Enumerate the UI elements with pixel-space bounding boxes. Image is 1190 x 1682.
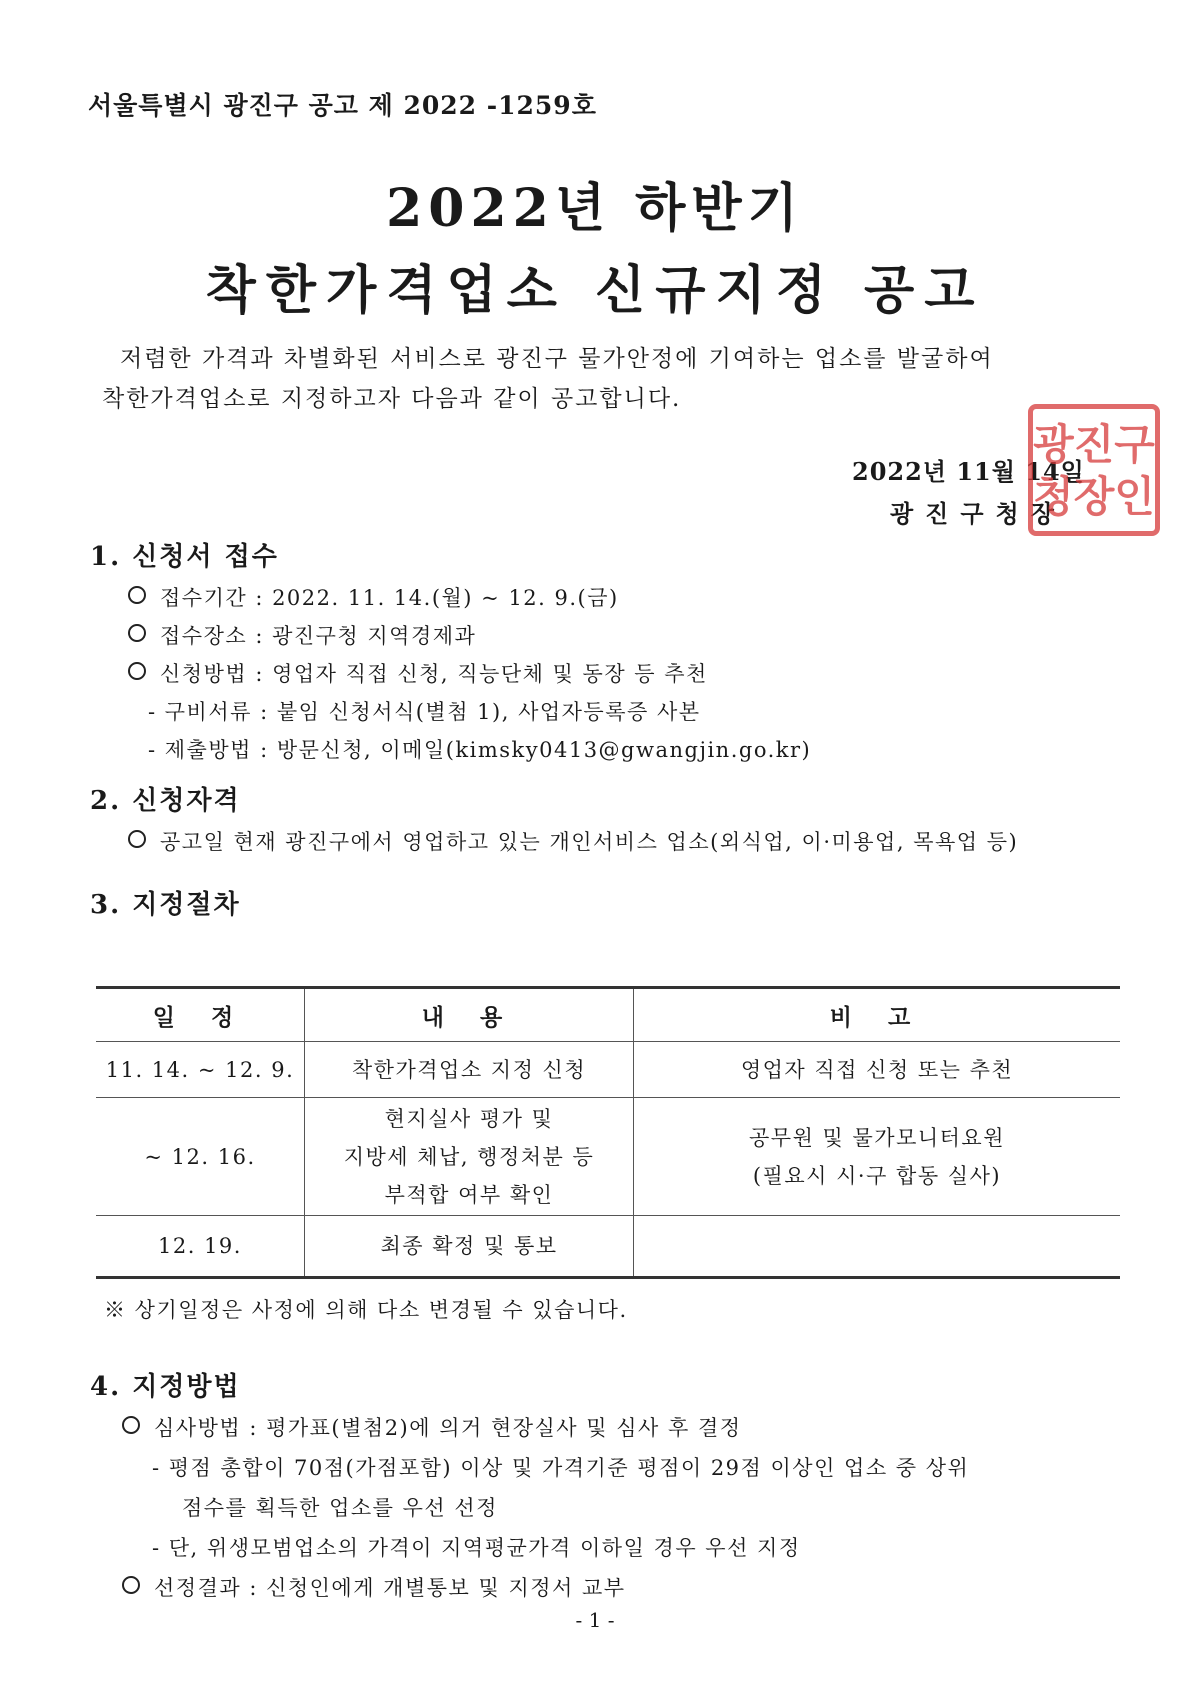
note-cell: 공무원 및 물가모니터요원 (필요시 시·구 합동 실사) <box>634 1098 1121 1216</box>
table-row <box>96 1042 1120 1098</box>
schedule-cell: 12. 19. <box>96 1216 305 1278</box>
section-1-heading: 1. 신청서 접수 <box>90 542 279 572</box>
list-item: 접수기간 : 2022. 11. 14.(월) ~ 12. 9.(금) <box>128 582 619 612</box>
table-header-row <box>96 988 1120 1042</box>
circle-bullet-icon <box>122 1416 140 1434</box>
circle-bullet-icon <box>128 662 146 680</box>
procedure-table <box>96 986 1120 1279</box>
notice-number: 서울특별시 광진구 공고 제 2022 -1259호 <box>88 91 597 120</box>
intro-line1: 저렴한 가격과 차별화된 서비스로 광진구 물가안정에 기여하는 업소를 발굴하여 <box>120 346 994 372</box>
note-cell: 영업자 직접 신청 또는 추천 <box>634 1042 1121 1098</box>
schedule-cell: ~ 12. 16. <box>96 1098 305 1216</box>
list-item: 공고일 현재 광진구에서 영업하고 있는 개인서비스 업소(외식업, 이·미용업, 목욕업 등) <box>128 826 1018 856</box>
list-subitem: - 단, 위생모범업소의 가격이 지역평균가격 이하일 경우 우선 지정 <box>152 1536 801 1560</box>
issuer-name: 광진구청장 <box>890 499 1066 528</box>
section-4-heading: 4. 지정방법 <box>90 1372 241 1402</box>
list-subitem: - 구비서류 : 붙임 신청서식(별첨 1), 사업자등록증 사본 <box>148 700 701 724</box>
content-cell: 현지실사 평가 및 지방세 체납, 행정처분 등 부적합 여부 확인 <box>305 1098 634 1216</box>
column-header-content: 내 용 <box>305 988 634 1042</box>
circle-bullet-icon <box>122 1576 140 1594</box>
circle-bullet-icon <box>128 830 146 848</box>
list-subitem: - 제출방법 : 방문신청, 이메일(kimsky0413@gwangjin.go.kr) <box>148 738 812 762</box>
list-subitem: - 평점 총합이 70점(가점포함) 이상 및 가격기준 평점이 29점 이상인 업소 중 상위 <box>152 1456 970 1480</box>
section-3-heading: 3. 지정절차 <box>90 890 241 920</box>
list-item: 심사방법 : 평가표(별첨2)에 의거 현장실사 및 심사 후 결정 <box>122 1412 742 1442</box>
circle-bullet-icon <box>128 624 146 642</box>
page-number: - 1 - <box>575 1608 615 1632</box>
list-subitem-continued: 점수를 획득한 업소를 우선 선정 <box>182 1496 498 1520</box>
table-row <box>96 1216 1120 1278</box>
notice-date: 2022년 11월 14일 <box>852 457 1085 486</box>
schedule-cell: 11. 14. ~ 12. 9. <box>96 1042 305 1098</box>
column-header-note: 비 고 <box>634 988 1121 1042</box>
content-cell: 최종 확정 및 통보 <box>305 1216 634 1278</box>
list-item: 접수장소 : 광진구청 지역경제과 <box>128 620 476 650</box>
title-line2: 착한가격업소 신규지정 공고 <box>205 260 985 321</box>
list-item: 신청방법 : 영업자 직접 신청, 직능단체 및 동장 등 추천 <box>128 658 708 688</box>
table-row <box>96 1098 1120 1216</box>
list-item: 선정결과 : 신청인에게 개별통보 및 지정서 교부 <box>122 1572 626 1602</box>
note-cell <box>634 1216 1121 1278</box>
official-seal: 광진구 청장인 <box>1028 404 1160 536</box>
circle-bullet-icon <box>128 586 146 604</box>
section-2-heading: 2. 신청자격 <box>90 786 241 816</box>
title-line1: 2022년 하반기 <box>386 178 804 239</box>
content-cell: 착한가격업소 지정 신청 <box>305 1042 634 1098</box>
column-header-schedule: 일 정 <box>96 988 305 1042</box>
intro-line2: 착한가격업소로 지정하고자 다음과 같이 공고합니다. <box>102 386 682 412</box>
schedule-footnote: ※ 상기일정은 사정에 의해 다소 변경될 수 있습니다. <box>104 1298 628 1322</box>
